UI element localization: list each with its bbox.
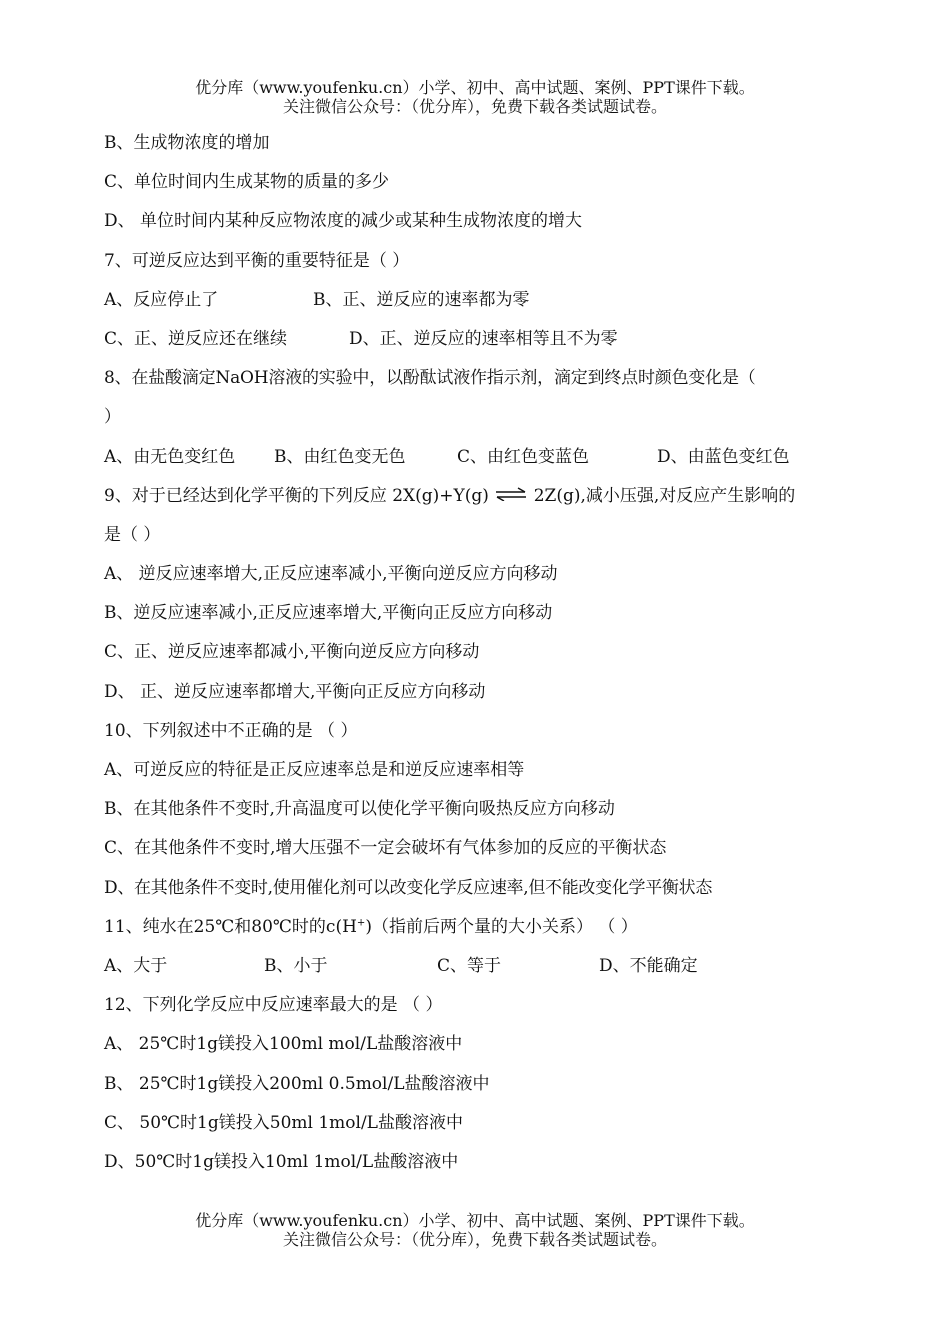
q6-option-d: D、 单位时间内某种反应物浓度的减少或某种生成物浓度的增大 bbox=[104, 211, 583, 232]
q11-stem-sup: + bbox=[356, 917, 366, 929]
footer-line-2: 关注微信公众号：（优分库），免费下载各类试题试卷。 bbox=[282, 1230, 667, 1249]
q10-stem: 10、下列叙述中不正确的是 （ ） bbox=[104, 720, 358, 741]
q11-option-b: B、小于 bbox=[264, 955, 328, 976]
q11-options bbox=[104, 947, 854, 986]
page-header bbox=[0, 78, 950, 116]
q8-option-b: B、由红色变无色 bbox=[274, 446, 406, 467]
q10-option-d: D、在其他条件不变时,使用催化剂可以改变化学反应速率,但不能改变化学平衡状态 bbox=[104, 877, 713, 898]
header-line-2: 关注微信公众号：（优分库），免费下载各类试题试卷。 bbox=[282, 97, 667, 116]
q11-stem bbox=[104, 908, 854, 947]
page-footer bbox=[0, 1211, 950, 1249]
q7-option-b: B、正、逆反应的速率都为零 bbox=[313, 289, 530, 310]
q11-option-d: D、不能确定 bbox=[599, 955, 698, 976]
question-content bbox=[104, 124, 854, 1182]
q12-option-b: B、 25℃时1g镁投入200ml 0.5mol/L盐酸溶液中 bbox=[104, 1073, 490, 1094]
q6-option-b: B、生成物浓度的增加 bbox=[104, 133, 270, 153]
q11-option-a: A、大于 bbox=[104, 955, 168, 976]
footer-line-1: 优分库（www.youfenku.cn）小学、初中、高中试题、案例、PPT课件下载。 bbox=[195, 1211, 755, 1230]
q10-option-c: C、在其他条件不变时,增大压强不一定会破坏有气体参加的反应的平衡状态 bbox=[104, 838, 667, 859]
q12-stem: 12、下列化学反应中反应速率最大的是 （ ） bbox=[104, 995, 443, 1016]
q9-option-d: D、 正、逆反应速率都增大,平衡向正反应方向移动 bbox=[104, 681, 486, 702]
q10-option-b: B、在其他条件不变时,升高温度可以使化学平衡向吸热反应方向移动 bbox=[104, 799, 615, 820]
q12-option-d: D、50℃时1g镁投入10ml 1mol/L盐酸溶液中 bbox=[104, 1151, 459, 1172]
q7-options-row-2 bbox=[104, 320, 854, 359]
q7-option-d: D、正、逆反应的速率相等且不为零 bbox=[349, 328, 618, 349]
q7-stem: 7、可逆反应达到平衡的重要特征是（ ） bbox=[104, 250, 410, 271]
q9-stem-post: 2Z(g),减小压强,对反应产生影响的 bbox=[528, 485, 796, 506]
q8-options bbox=[104, 438, 854, 477]
q11-option-c: C、等于 bbox=[437, 955, 502, 976]
q9-option-a: A、 逆反应速率增大,正反应速率减小,平衡向逆反应方向移动 bbox=[104, 564, 558, 585]
q8-stem: 8、在盐酸滴定NaOH溶液的实验中，以酚酞试液作指示剂，滴定到终点时颜色变化是（ bbox=[104, 368, 756, 389]
q8-stem-end: ） bbox=[104, 407, 121, 428]
q10-option-a: A、可逆反应的特征是正反应速率总是和逆反应速率相等 bbox=[104, 760, 525, 780]
header-line-1: 优分库（www.youfenku.cn）小学、初中、高中试题、案例、PPT课件下载。 bbox=[195, 78, 755, 97]
q9-stem bbox=[104, 477, 854, 516]
q12-option-a: A、 25℃时1g镁投入100ml mol/L盐酸溶液中 bbox=[104, 1034, 463, 1055]
q7-option-a: A、反应停止了 bbox=[104, 289, 219, 310]
q8-option-a: A、由无色变红色 bbox=[104, 446, 236, 467]
q8-option-c: C、由红色变蓝色 bbox=[457, 446, 590, 467]
q8-option-d: D、由蓝色变红色 bbox=[657, 446, 790, 467]
q9-option-b: B、逆反应速率减小,正反应速率增大,平衡向正反应方向移动 bbox=[104, 603, 553, 624]
q7-option-c: C、正、逆反应还在继续 bbox=[104, 328, 288, 349]
q6-option-c: C、单位时间内生成某物的质量的多少 bbox=[104, 172, 390, 193]
q9-stem-pre: 9、对于已经达到化学平衡的下列反应 2X(g)+Y(g) bbox=[104, 485, 495, 506]
q12-option-c: C、 50℃时1g镁投入50ml 1mol/L盐酸溶液中 bbox=[104, 1112, 463, 1133]
q9-stem-end: 是（ ） bbox=[104, 524, 161, 545]
q9-option-c: C、正、逆反应速率都减小,平衡向逆反应方向移动 bbox=[104, 642, 480, 663]
q7-options-row-1 bbox=[104, 281, 854, 320]
equilibrium-arrow-icon bbox=[494, 477, 528, 516]
q11-stem-post: )（指前后两个量的大小关系） （ ） bbox=[365, 916, 638, 937]
q11-stem-pre: 11、纯水在25℃和80℃时的c(H bbox=[104, 916, 357, 937]
